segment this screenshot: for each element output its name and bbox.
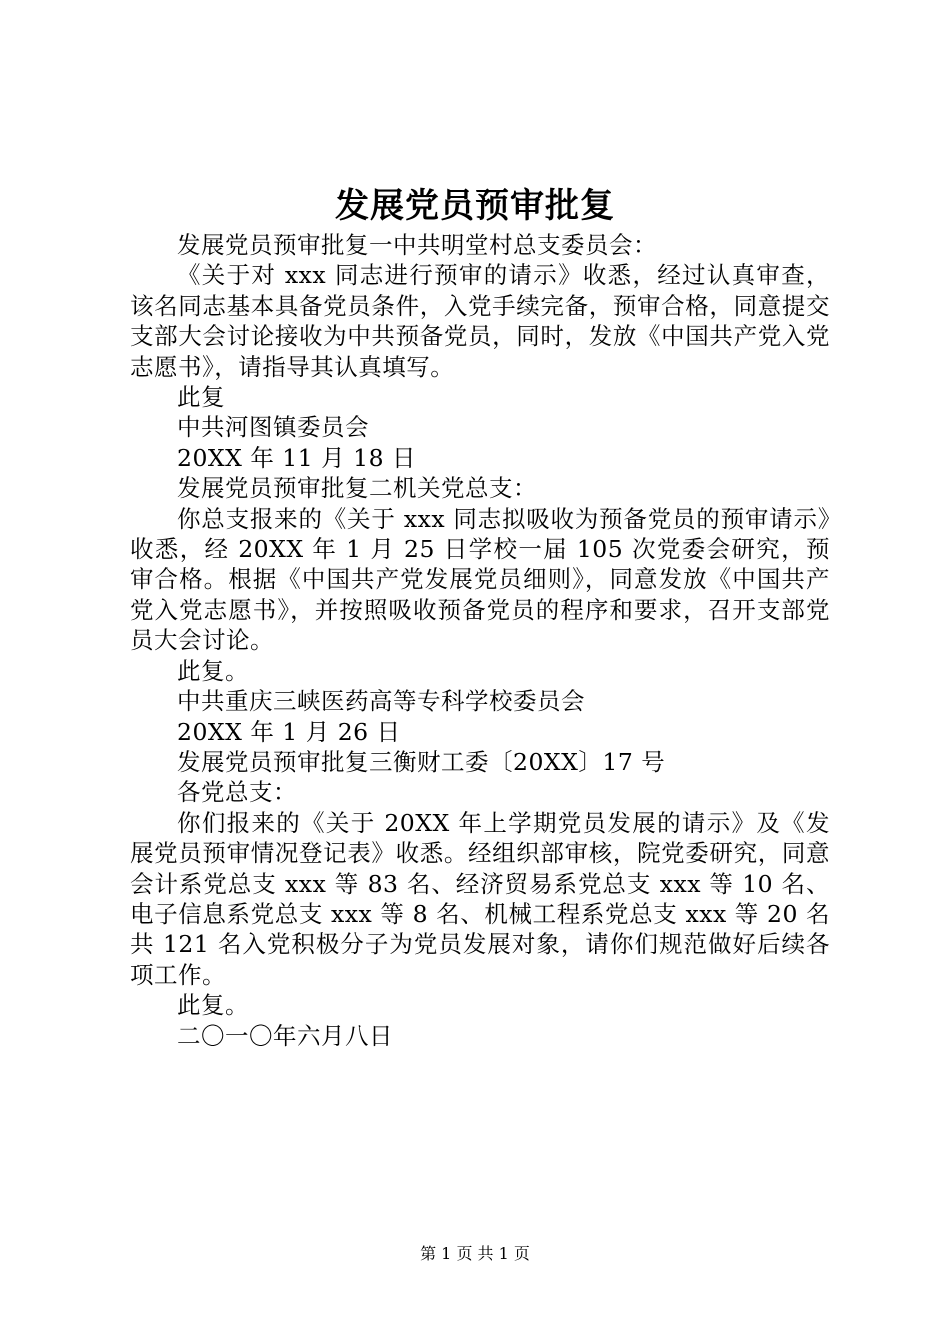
paragraph-closing-2: 此复。 [177,656,249,685]
document-title: 发展党员预审批复 [335,186,615,226]
paragraph-closing-3: 此复。 [177,991,249,1020]
paragraph-body-1: 《关于对 xxx 同志进行预审的请示》收悉，经过认真审查，该名同志基本具备党员条件，入党手续完备，预审合格，同意提交支部大会讨论接收为中共预备党员，同时，发放《中国共产党入党志愿书》，请指导其认真填写。 [130,261,830,381]
paragraph-signatory-1: 中共河图镇委员会 [177,413,369,442]
paragraph-heading-3: 发展党员预审批复三衡财工委〔20XX〕17 号 [177,747,666,776]
document-body [130,230,830,1051]
paragraph-body-2: 你总支报来的《关于 xxx 同志拟吸收为预备党员的预审请示》收悉，经 20XX 年 1 月 25 日学校一届 105 次党委会研究，预审合格。根据《中国共产党发展党员细则》，同意发放《中国共产党入党志愿书》，并按照吸收预备党员的程序和要求，召开支部党员大会讨论。 [130,504,830,655]
paragraph-salutation-2: 发展党员预审批复二机关党总支： [177,474,537,503]
paragraph-closing-1: 此复 [177,383,225,412]
paragraph-body-3: 你们报来的《关于 20XX 年上学期党员发展的请示》及《发展党员预审情况登记表》收悉。经组织部审核，院党委研究，同意会计系党总支 xxx 等 83 名、经济贸易系党总支 xxx 等 10 名、电子信息系党总支 xxx 等 8 名、机械工程系党总支 xxx 等 20 名共 121 名入党积极分子为党员发展对象，请你们规范做好后续各项工作。 [130,808,830,989]
paragraph-date-1: 20XX 年 11 月 18 日 [177,443,417,472]
paragraph-date-3: 二〇一〇年六月八日 [177,1021,393,1050]
paragraph-salutation-1: 发展党员预审批复一中共明堂村总支委员会： [177,231,657,259]
paragraph-date-2: 20XX 年 1 月 26 日 [177,717,401,746]
paragraph-salutation-3: 各党总支： [177,778,297,807]
page-footer: 第 1 页 共 1 页 [420,1244,530,1263]
paragraph-signatory-2: 中共重庆三峡医药高等专科学校委员会 [177,687,585,716]
